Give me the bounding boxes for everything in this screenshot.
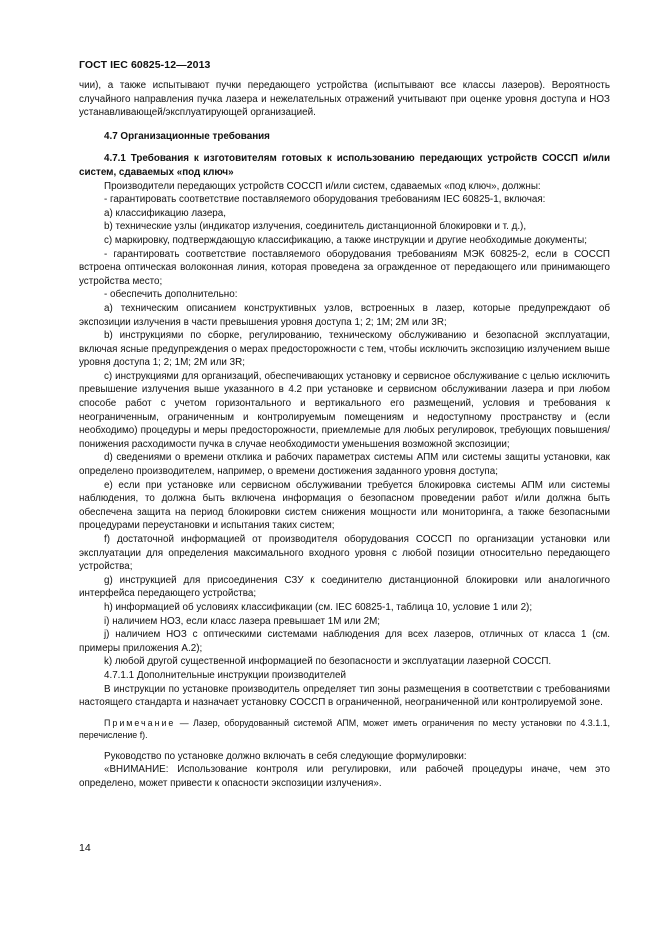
list-item: j) наличием НОЗ с оптическими системами наблюдения для всех лазеров, отличных от класса 1 (см. примеры приложения А.2); — [79, 629, 610, 654]
list-item: f) достаточной информацией от производителя оборудования СОССП по организации установки или эксплуатации для определения максимального входного уровня с любой позиции относительно передающего устройства; — [79, 534, 610, 573]
list-item: а) техническим описанием конструктивных узлов, встроенных в лазер, которые предупреждают об экспозиции излучения в части превышения уровня доступа 1; 2; 1М; 2М или 3R; — [79, 302, 610, 328]
paragraph: чии), а также испытывают пучки передающего устройства (испытывают все классы лазеров). Вероятность случайного направления пучка лазера и нежелательных отражений учитывают при оценке уровня доступа и НОЗ устанавливающей/эксплуатирующей организацией. — [79, 80, 610, 119]
paragraph: В инструкции по установке производитель определяет тип зоны размещения в соответствии с требованиями настоящего стандарта и назначает установку СОССП в ограниченной, неограниченной или контролируемой зоне. — [79, 683, 610, 709]
section-heading-4-7: 4.7 Организационные требования — [104, 130, 270, 142]
list-item: - гарантировать соответствие поставляемого оборудования требованиям МЭК 60825-2, если в СОССП встроена оптическая волоконная линия, которая проведена за огражденное от передающего или принимающего устройства место; — [79, 248, 610, 287]
list-item: с) маркировку, подтверждающую классификацию, а также инструкции и другие необходимые документы; — [104, 234, 587, 246]
list-item: i) наличием НОЗ, если класс лазера превышает 1М или 2М; — [104, 615, 381, 627]
document-body — [79, 79, 610, 790]
paragraph: Руководство по установке должно включать в себя следующие формулировки: — [104, 750, 467, 762]
list-item: h) информацией об условиях классификации (см. IEC 60825-1, таблица 10, условие 1 или 2); — [104, 601, 533, 613]
paragraph: Производители передающих устройств СОССП и/или систем, сдаваемых «под ключ», должны: — [104, 180, 541, 192]
note-label: Примечание — [104, 717, 176, 728]
list-item: d) сведениями о времени отклика и рабочих параметрах системы АПМ или системы защиты установки, как определено производителем, например, о времени достижения заданного уровня доступа; — [79, 452, 610, 478]
note — [79, 717, 610, 742]
list-item: b) инструкциями по сборке, регулированию, техническому обслуживанию и безопасной эксплуатации, включая ясные предупреждения о мерах предосторожности с тем, чтобы исключить экспозицию излучением выше уровня доступа 1; 2; 1М; 2М или 3R; — [79, 330, 610, 369]
page-number: 14 — [79, 842, 91, 854]
list-item: е) если при установке или сервисном обслуживании требуется блокировка системы АПМ или системы наблюдения, то должна быть включена информация о безопасном проведении работ и/или должна быть обеспечена защита на период блокировки систем снижения мощности или мониторинга, а также безопасными процедурами переустановки и испытания таких систем; — [79, 479, 610, 532]
list-item: с) инструкциями для организаций, обеспечивающих установку и сервисное обслуживание с целью исключить превышение излучения выше указанного в 4.2 при установке и сервисном обслуживании лазера и при любом способе работ с учетом горизонтального и вертикального его размещений, условия и требования к неограниченным, ограниченным и контролируемым помещениям и недоступному пространству и (если необходимо) процедуры и меры предосторожности, приемлемые для любых регулировок, требующих повышения/понижения расходимости пучка в случае необходимости уменьшения возможной экспозиции; — [79, 370, 610, 450]
list-item: g) инструкцией для присоединения СЗУ к соединителю дистанционной блокировки или аналогичного интерфейса передающего устройства; — [79, 574, 610, 600]
paragraph: «ВНИМАНИЕ: Использование контроля или регулировки, или рабочей процедуры иначе, чем это определено, может привести к опасности экспозиции излучения». — [79, 764, 610, 789]
list-item: - гарантировать соответствие поставляемого оборудования требованиям IEC 60825-1, включая: — [104, 194, 546, 206]
section-heading-4-7-1: 4.7.1 Требования к изготовителям готовых к использованию передающих устройств СОССП и/или систем, сдаваемых «под ключ» — [79, 153, 610, 178]
list-item: k) любой другой существенной информацией по безопасности и эксплуатации лазерной СОССП. — [104, 656, 552, 668]
list-item: - обеспечить дополнительно: — [104, 289, 238, 301]
list-item: а) классификацию лазера, — [104, 207, 226, 219]
list-item: b) технические узлы (индикатор излучения, соединитель дистанционной блокировки и т. д.), — [104, 221, 527, 233]
note-text: — Лазер, оборудованный системой АПМ, может иметь ограничения по месту установки по 4.3.1.1, перечисление f). — [79, 717, 610, 741]
subsection-heading-4-7-1-1: 4.7.1.1 Дополнительные инструкции производителей — [104, 669, 346, 681]
page-header: ГОСТ IEC 60825-12—2013 — [79, 59, 211, 71]
